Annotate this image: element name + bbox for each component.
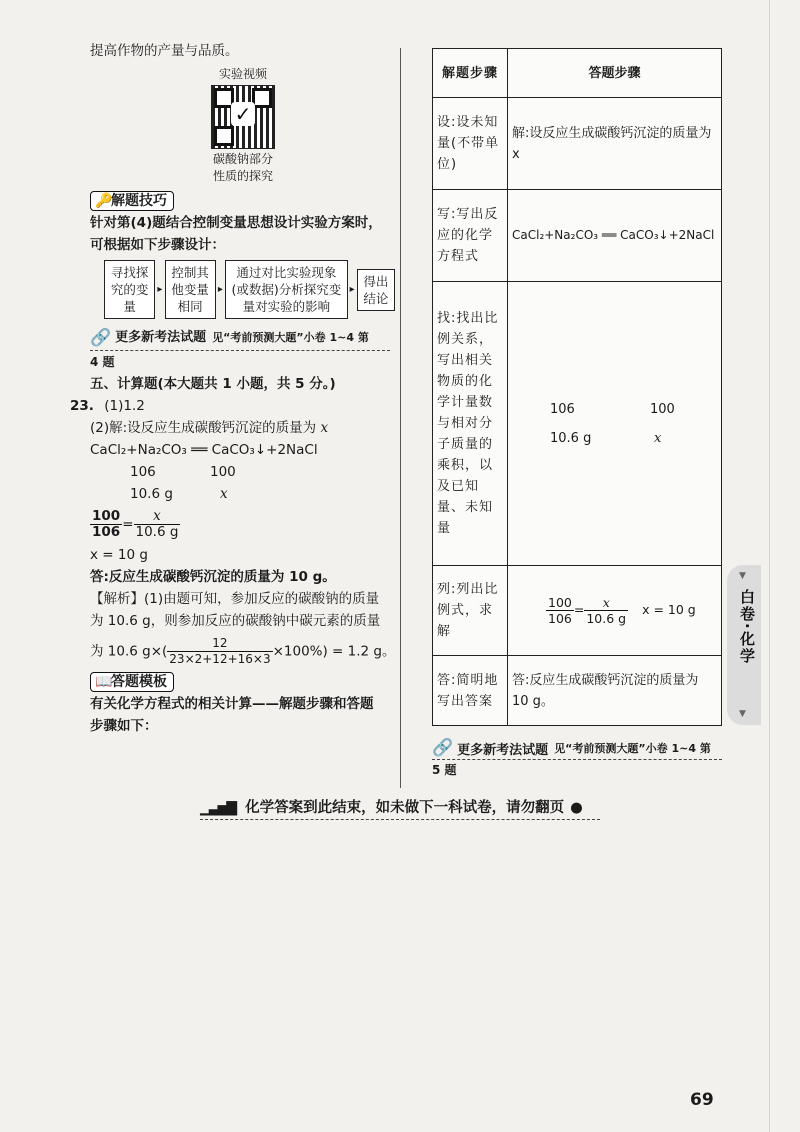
flow-step-4: 得出 结论 (357, 269, 395, 311)
table-row: 列:列出比例式，求解 $\frac{100}{106}$ = $\frac{x}{10.6 g}$ x = 10 g (433, 566, 722, 656)
proportion: $\frac{100}{106}$ = $\frac{x}{10.6 g}$ (92, 508, 179, 540)
flow-step-2: 控制其 他变量 相同 (165, 260, 216, 319)
tips-line-1: 针对第(4)题结合控制变量思想设计实验方案时， (90, 215, 382, 231)
intro-line: 提高作物的产量与品质。 (90, 43, 239, 59)
right-column (432, 48, 722, 780)
paperclip-icon: 🔗 (432, 738, 454, 758)
side-tab[interactable] (727, 565, 761, 725)
dot-icon: ● (570, 800, 583, 816)
section-title: 五、计算题(本大题共 1 小题，共 5 分。) (90, 376, 336, 392)
q23-part1: 23. (1)1.2 (70, 398, 145, 414)
mass-row: 10.6 g x (130, 486, 228, 502)
paperclip-icon: 🔗 (90, 328, 112, 348)
analysis-line-3: 为 10.6 g×( $\frac{12}{23\times 2+12+16\times 3}$ ×100%) = 1.2 g。 (90, 636, 396, 666)
steps-table (432, 48, 722, 726)
table-header-row (433, 49, 722, 98)
template-line-1: 有关化学方程式的相关计算——解题步骤和答题 (90, 696, 374, 712)
more-questions-2-tail: 5 题 (432, 763, 457, 777)
footer-notice: ▁▃▅▇ 化学答案到此结束，如未做下一科试卷，请勿翻页 ● (200, 796, 600, 820)
flow-step-3: 通过对比实验现象 (或数据)分析探究变 量对实验的影响 (225, 260, 347, 319)
qr-block (208, 66, 278, 185)
qr-caption-2: 性质的探究 (212, 169, 273, 183)
arrow-right-icon: ▸ (349, 284, 355, 295)
template-tag: 📖答题模板 (90, 672, 174, 692)
table-row: 设:设未知量(不带单位) 解:设反应生成碳酸钙沉淀的质量为 x (433, 98, 722, 190)
page-edge (769, 0, 770, 1132)
qr-title: 实验视频 (218, 67, 267, 81)
flow-step-1: 寻找探 究的变 量 (104, 260, 155, 319)
template-line-2: 步骤如下： (90, 718, 158, 734)
more-questions-2[interactable]: 🔗 更多新考法试题 见“考前预测大题”小卷 1~4 第 (432, 738, 722, 760)
equation: CaCl₂+Na₂CO₃ ══ CaCO₃↓+2NaCl (90, 442, 318, 458)
answer-line: 答:反应生成碳酸钙沉淀的质量为 10 g。 (90, 569, 336, 585)
table-head-answers: 答题步骤 (508, 49, 722, 98)
arrow-down-icon: ▼ (739, 709, 746, 719)
x-result: x = 10 g (90, 547, 148, 563)
column-divider (400, 48, 401, 788)
side-tab-label: 白卷·化学 (738, 589, 756, 665)
analysis-line-1: 【解析】(1)由题可知，参加反应的碳酸钠的质量 (90, 591, 380, 607)
left-column (70, 40, 396, 737)
page-number: 69 (690, 1090, 714, 1110)
more-questions-1[interactable]: 🔗 更多新考法试题 见“考前预测大题”小卷 1~4 第 (90, 327, 390, 351)
qr-caption-1: 碳酸钠部分 (212, 152, 273, 166)
arrow-right-icon: ▸ (157, 284, 163, 295)
tips-line-2: 可根据如下步骤设计： (90, 237, 225, 253)
tips-tag: 🔑解题技巧 (90, 191, 174, 211)
arrow-down-icon: ▼ (739, 571, 746, 581)
key-icon: 🔑 (95, 193, 113, 209)
q23-part2: (2)解:设反应生成碳酸钙沉淀的质量为 x (90, 420, 329, 436)
flow-diagram (104, 260, 395, 319)
signal-bars-icon: ▁▃▅▇ (200, 800, 236, 816)
qr-code-icon[interactable] (211, 85, 275, 149)
table-row: 写:写出反应的化学方程式 CaCl₂+Na₂CO₃ ══ CaCO₃↓+2NaCl (433, 190, 722, 282)
ratio-row: 106 100 (130, 464, 236, 480)
template-header (90, 671, 395, 693)
table-head-steps: 解题步骤 (433, 49, 508, 98)
analysis-line-2: 为 10.6 g，则参加反应的碳酸钠中碳元素的质量 (90, 613, 381, 629)
table-row: 找:找出比例关系，写出相关物质的化学计量数与相对分子质量的乘积，以及已知量、未知量 106 100 10.6 g x (433, 282, 722, 566)
more-questions-1-tail: 4 题 (90, 355, 115, 369)
check-icon: ✓ (231, 102, 255, 126)
tips-header (90, 190, 395, 212)
table-row: 答:简明地写出答案 答:反应生成碳酸钙沉淀的质量为 10 g。 (433, 656, 722, 726)
book-icon: 📖 (95, 674, 113, 690)
arrow-right-icon: ▸ (217, 284, 223, 295)
